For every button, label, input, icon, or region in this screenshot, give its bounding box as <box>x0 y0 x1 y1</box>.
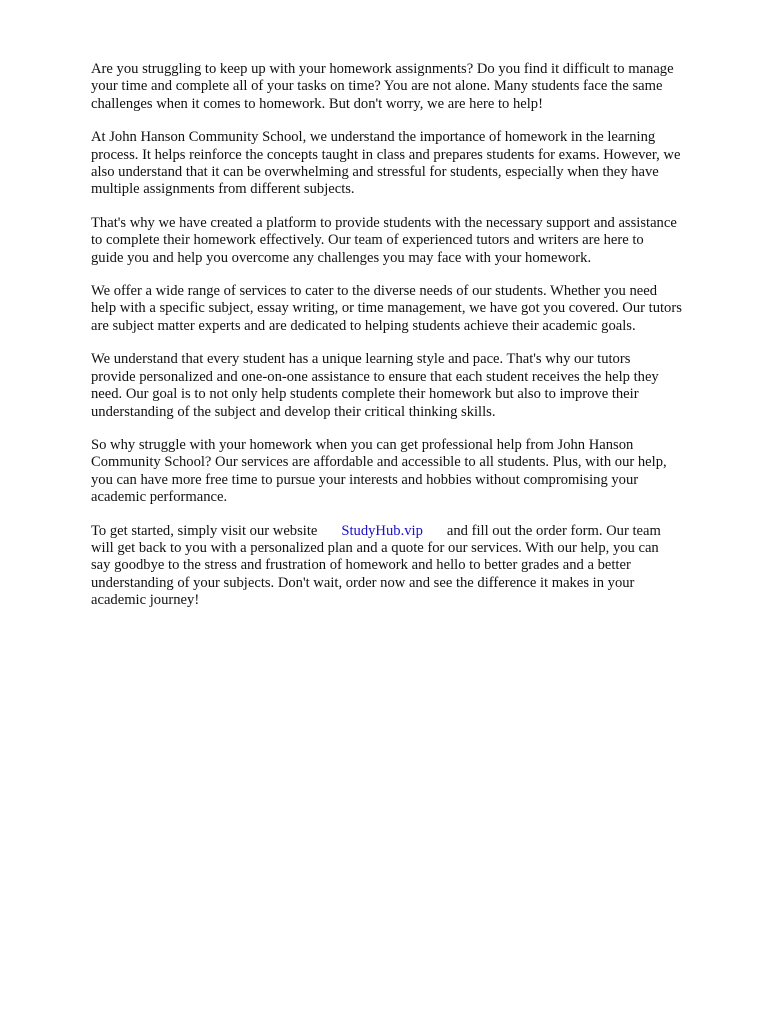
studyhub-link[interactable]: StudyHub.vip <box>341 522 423 539</box>
paragraph-why-struggle: So why struggle with your homework when you can get professional help from John Hanson Community School? Our services are affordable and accessible to all students. Plus, with our help, you can have more free time to pursue your interests and hobbies without compromising your academic performance. <box>91 436 667 506</box>
paragraph-intro: Are you struggling to keep up with your homework assignments? Do you find it difficult to manage your time and complete all of your tasks on time? You are not alone. Many students face the same challenges when it comes to homework. But don't worry, we are here to help! <box>91 61 674 112</box>
paragraph-get-started <box>91 523 721 610</box>
document-page <box>91 61 721 626</box>
paragraph-platform: That's why we have created a platform to provide students with the necessary support and assistance to complete their homework effectively. Our team of experienced tutors and writers are here to guide you and help you overcome any challenges you may face with your homework. <box>91 214 677 266</box>
get-started-rest-text: will get back to you with a personalized plan and a quote for our services. With our help, you can say goodbye to the stress and frustration of homework and hello to better grades and a better understanding of your subjects. Don't wait, order now and see the difference it makes in your academic journey! <box>91 539 659 609</box>
order-form-text: and fill out the order form. Our team <box>446 522 661 539</box>
paragraph-learning-style: We understand that every student has a unique learning style and pace. That's why our tutors provide personalized and one-on-one assistance to ensure that each student receives the help they need. Our goal is to not only help students complete their homework but also to improve their understanding of the subject and develop their critical thinking skills. <box>91 351 659 420</box>
paragraph-services: We offer a wide range of services to cater to the diverse needs of our students. Whether you need help with a specific subject, essay writing, or time management, we have got you covered. Our tutors are subject matter experts and are dedicated to helping students achieve their academic goals. <box>91 283 682 334</box>
paragraph-school: At John Hanson Community School, we understand the importance of homework in the learning process. It helps reinforce the concepts taught in class and prepares students for exams. However, we also understand that it can be overwhelming and stressful for students, especially when they have multiple assignments from different subjects. <box>91 129 681 198</box>
get-started-text: To get started, simply visit our website <box>91 522 318 539</box>
